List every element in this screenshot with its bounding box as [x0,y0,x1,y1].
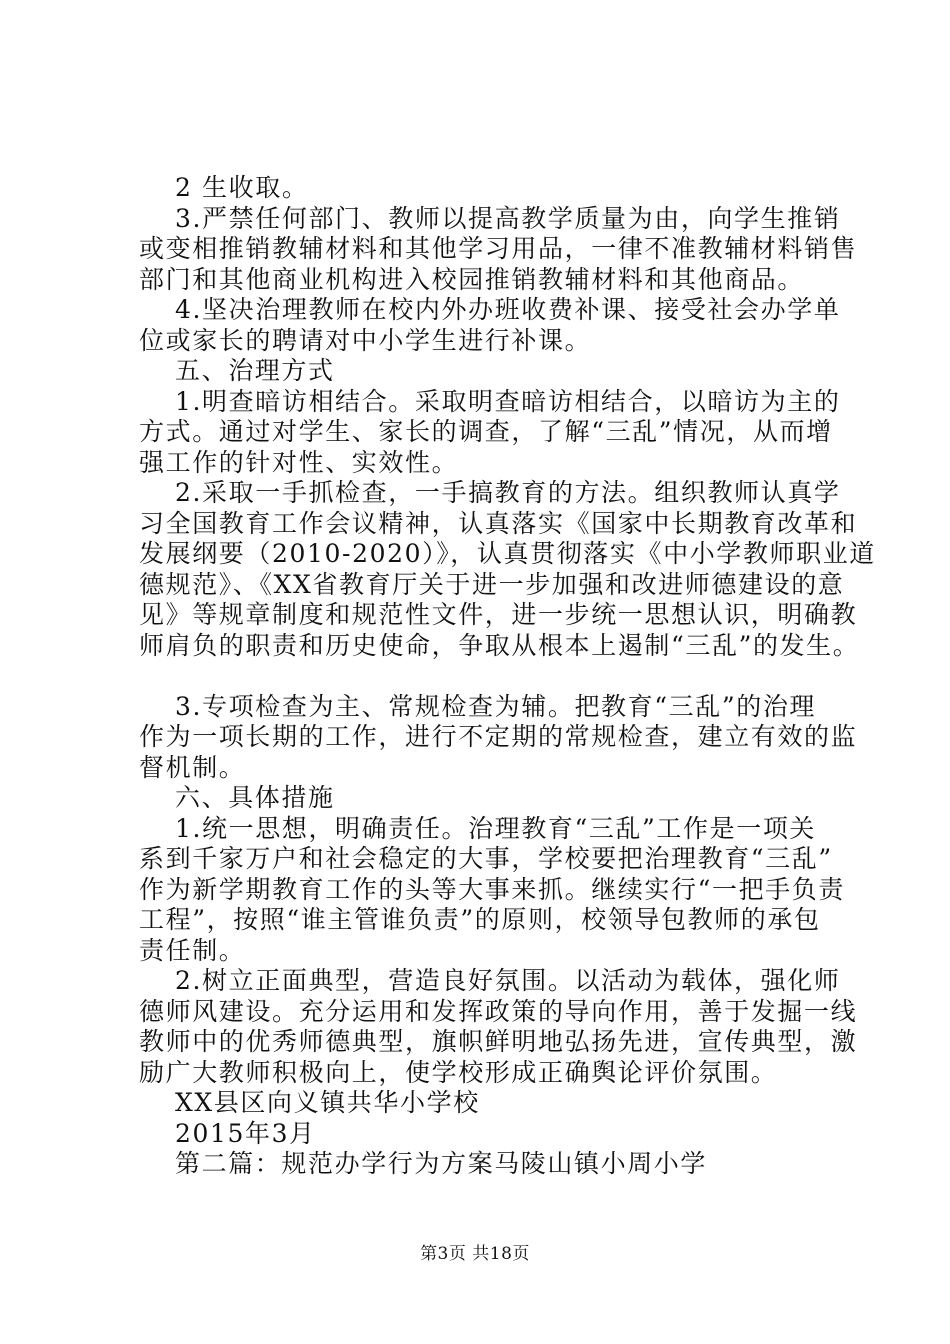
text-line: 部门和其他商业机构进入校园推销教辅材料和其他商品。 [139,264,805,294]
text-line: 3.专项检查为主、常规检查为辅。把教育“三乱”的治理 [175,691,817,721]
text-line: 1.明查暗访相结合。采取明查暗访相结合，以暗访为主的 [175,386,841,416]
text-line: 作为一项长期的工作，进行不定期的常规检查，建立有效的监 [139,722,858,751]
next-section-title: 第二篇：规范办学行为方案马陵山镇小周小学 [175,1149,708,1178]
text-line: 1.统一思想，明确责任。治理教育“三乱”工作是一项关 [175,813,817,843]
text-line: 师肩负的职责和历史使命，争取从根本上遏制“三乱”的发生。 [139,630,860,660]
text-line: 2 生收取。 [175,173,309,202]
signature-date: 2015年3月 [175,1118,316,1148]
section-heading: 五、治理方式 [175,356,335,385]
text-line: 责任制。 [139,935,246,965]
text-line: 习全国教育工作会议精神，认真落实《国家中长期教育改革和 [139,508,858,538]
text-line: 系到千家万户和社会稳定的大事，学校要把治理教育“三乱” [139,844,833,873]
text-line: 2.采取一手抓检查，一手搞教育的方法。组织教师认真学 [175,478,841,507]
text-line: 督机制。 [139,752,246,782]
text-line: 位或家长的聘请对中小学生进行补课。 [139,325,592,355]
page-number-footer: 第3页 共18页 [420,1244,530,1264]
text-line: 作为新学期教育工作的头等大事来抓。继续实行“一把手负责 [139,874,845,904]
section-heading: 六、具体措施 [175,783,335,812]
text-line: 3.严禁任何部门、教师以提高教学质量为由，向学生推销 [175,203,841,233]
document-body [139,173,876,1180]
text-line: 德师风建设。充分运用和发挥政策的导向作用，善于发掘一线 [139,996,858,1026]
text-line: 或变相推销教辅材料和其他学习用品，一律不准教辅材料销售 [139,234,858,263]
text-line: 发展纲要（2010-2020）》，认真贯彻落实《中小学教师职业道 [139,539,876,568]
text-line: 德规范》、《XX省教育厅关于进一步加强和改进师德建设的意 [139,569,845,599]
text-line: 见》等规章制度和规范性文件，进一步统一思想认识，明确教 [139,600,858,629]
text-line: 工程”，按照“谁主管谁负责”的原则，校领导包教师的承包 [139,905,821,934]
text-line: 4.坚决治理教师在校内外办班收费补课、接受社会办学单 [175,295,841,324]
text-line: 教师中的优秀师德典型，旗帜鲜明地弘扬先进，宣传典型，激 [139,1027,858,1056]
text-line: 励广大教师积极向上，使学校形成正确舆论评价氛围。 [139,1057,778,1087]
signature-school: XX县区向义镇共华小学校 [175,1088,480,1117]
paragraph-gap [139,661,859,692]
text-line: 方式。通过对学生、家长的调查，了解“三乱”情况，从而增 [139,417,833,446]
text-line: 强工作的针对性、实效性。 [139,447,459,477]
text-line: 2.树立正面典型，营造良好氛围。以活动为载体，强化师 [175,966,841,995]
